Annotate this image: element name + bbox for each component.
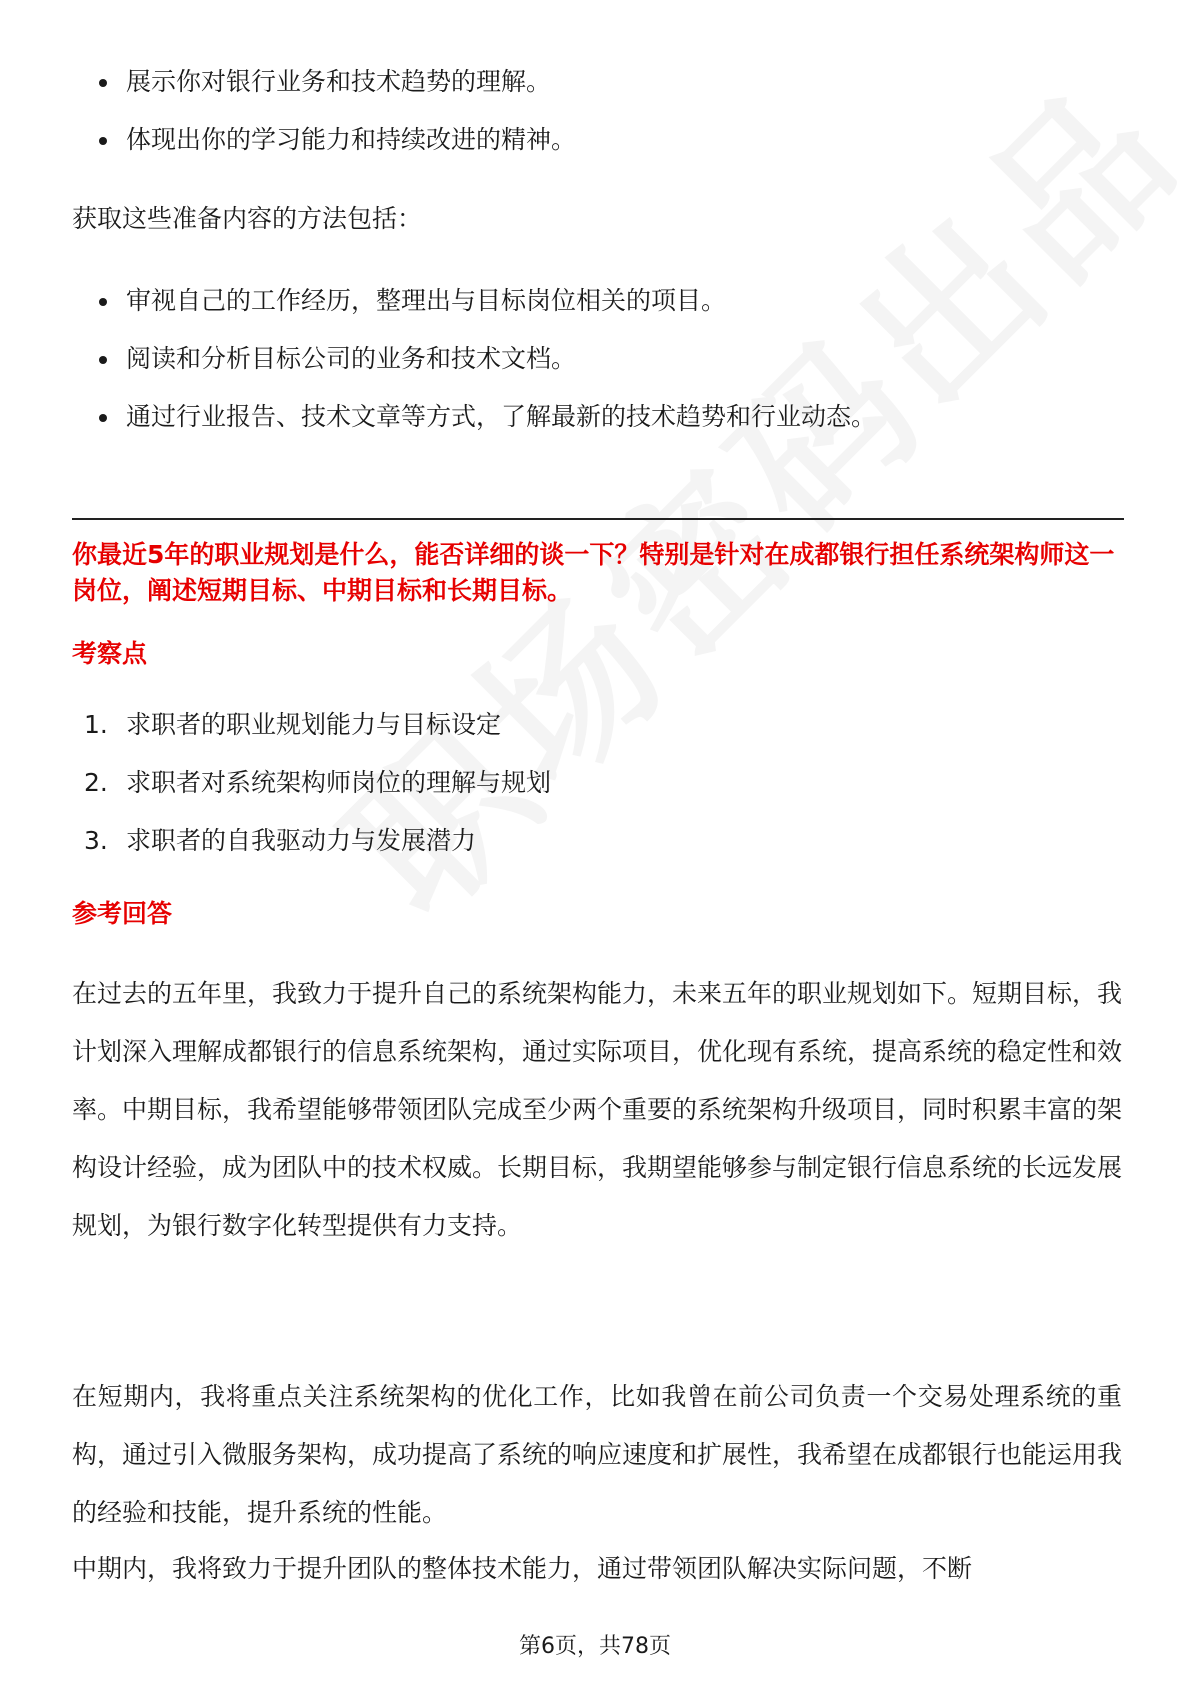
top-bullet-list bbox=[96, 63, 576, 179]
answer-paragraph: 在短期内，我将重点关注系统架构的优化工作，比如我曾在前公司负责一个交易处理系统的重构，通过引入微服务架构，成功提高了系统的响应速度和扩展性，我希望在成都银行也能运用我的经验和技能，提升系统的性能。 bbox=[72, 1382, 1123, 1527]
methods-intro: 获取这些准备内容的方法包括： bbox=[72, 204, 423, 233]
answer-paragraph: 中期内，我将致力于提升团队的整体技术能力，通过带领团队解决实际问题，不断 bbox=[72, 1554, 973, 1583]
section-divider bbox=[72, 518, 1124, 520]
list-number: 1. bbox=[84, 710, 108, 739]
list-item: 展示你对银行业务和技术趋势的理解。 bbox=[96, 63, 576, 101]
list-item bbox=[84, 764, 551, 802]
list-item: 体现出你的学习能力和持续改进的精神。 bbox=[96, 121, 576, 159]
list-item: 通过行业报告、技术文章等方式，了解最新的技术趋势和行业动态。 bbox=[96, 398, 876, 436]
list-text: 求职者对系统架构师岗位的理解与规划 bbox=[126, 768, 552, 797]
list-item: 阅读和分析目标公司的业务和技术文档。 bbox=[96, 340, 876, 378]
interview-question: 你最近5年的职业规划是什么，能否详细的谈一下？特别是针对在成都银行担任系统架构师这一岗位，阐述短期目标、中期目标和长期目标。 bbox=[72, 540, 1115, 605]
reference-answer-heading: 参考回答 bbox=[72, 899, 173, 928]
method-bullet-list bbox=[96, 282, 876, 456]
answer-paragraph: 在过去的五年里，我致力于提升自己的系统架构能力，未来五年的职业规划如下。短期目标，我计划深入理解成都银行的信息系统架构，通过实际项目，优化现有系统，提高系统的稳定性和效率。中期目标，我希望能够带领团队完成至少两个重要的系统架构升级项目，同时积累丰富的架构设计经验，成为团队中的技术权威。长期目标，我期望能够参与制定银行信息系统的长远发展规划，为银行数字化转型提供有力支持。 bbox=[72, 979, 1123, 1240]
list-item bbox=[84, 706, 551, 744]
list-text: 求职者的自我驱动力与发展潜力 bbox=[126, 826, 477, 855]
list-item bbox=[84, 822, 551, 860]
list-item: 审视自己的工作经历，整理出与目标岗位相关的项目。 bbox=[96, 282, 876, 320]
exam-points-list bbox=[84, 706, 551, 880]
page-number: 第6页，共78页 bbox=[519, 1634, 671, 1659]
exam-points-heading: 考察点 bbox=[72, 639, 148, 668]
list-number: 2. bbox=[84, 768, 108, 797]
list-number: 3. bbox=[84, 826, 108, 855]
list-text: 求职者的职业规划能力与目标设定 bbox=[126, 710, 502, 739]
